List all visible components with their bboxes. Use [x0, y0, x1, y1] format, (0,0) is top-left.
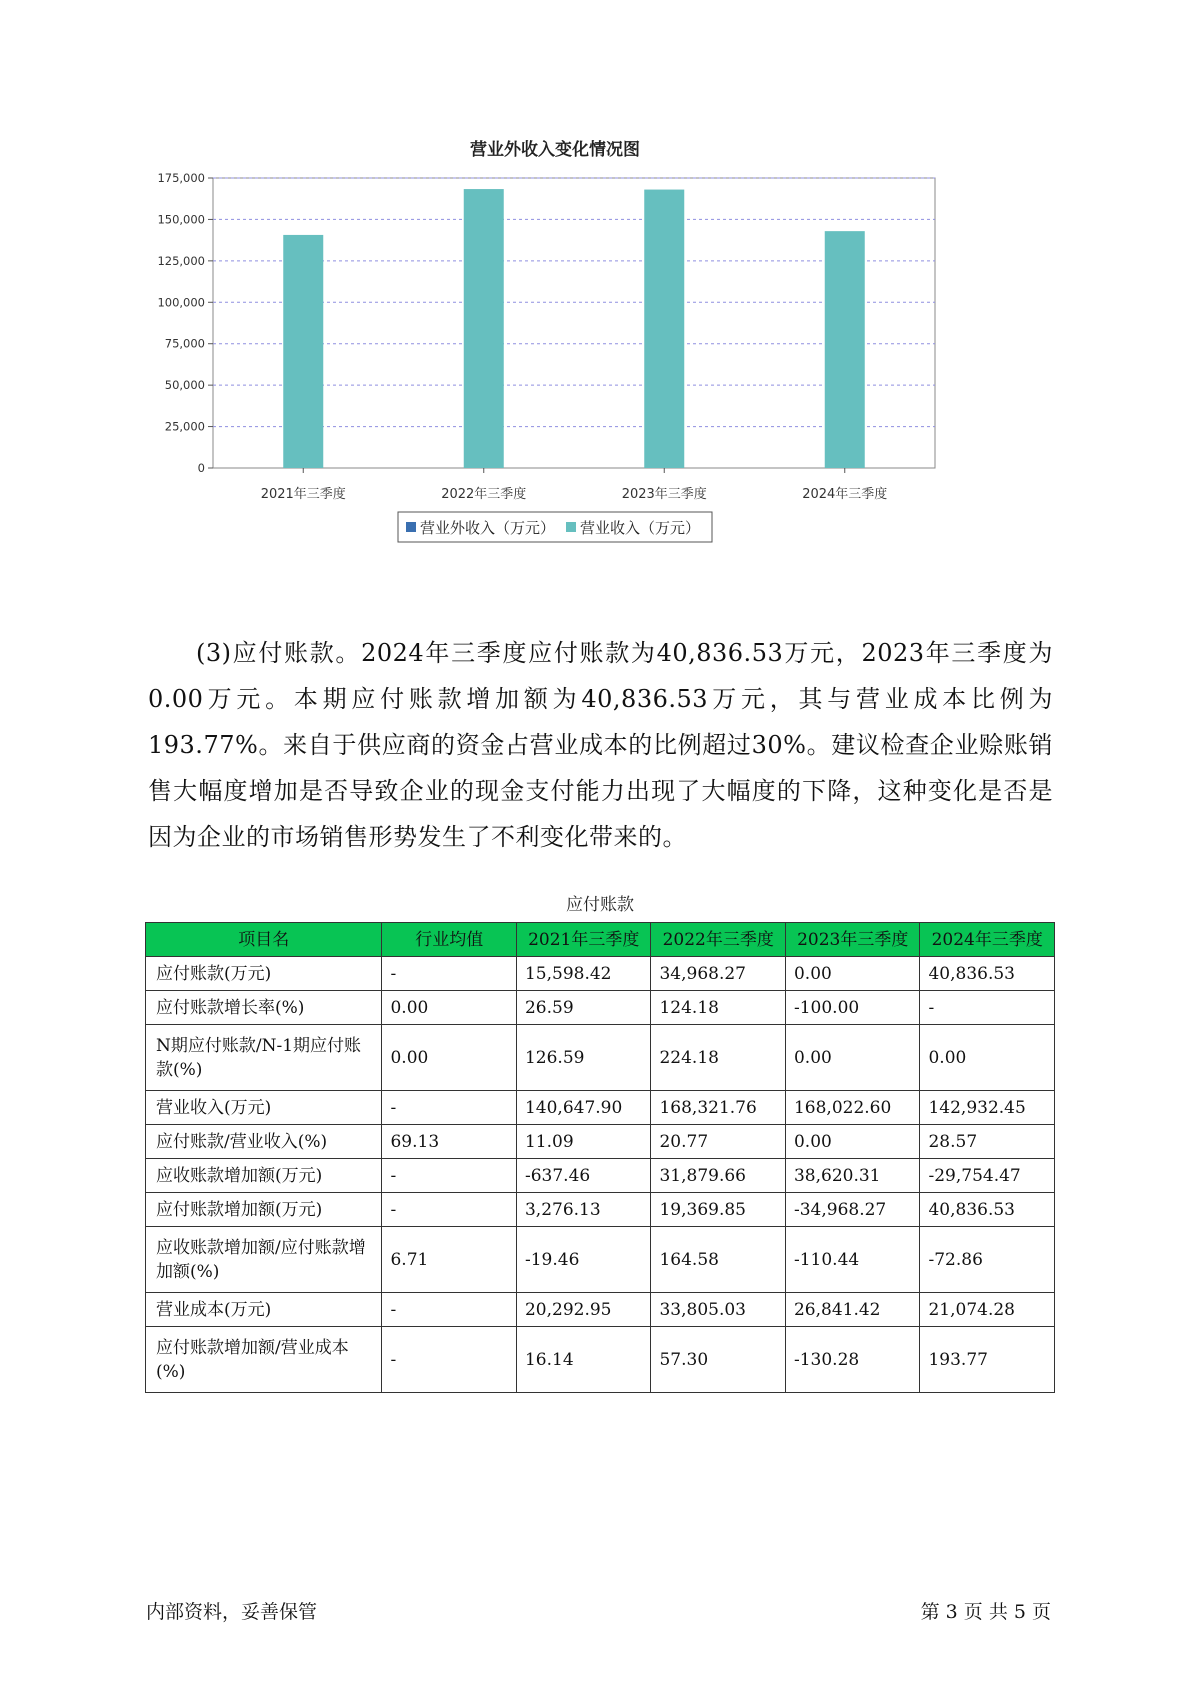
table-cell: 26.59	[516, 991, 651, 1025]
table-cell: 0.00	[785, 957, 920, 991]
chart-svg	[150, 140, 1050, 600]
row-label: 营业成本(万元)	[146, 1293, 382, 1327]
bar	[464, 189, 504, 468]
table-cell: -	[382, 957, 517, 991]
table-cell: 0.00	[382, 991, 517, 1025]
table-cell: 0.00	[382, 1025, 517, 1091]
table-cell: -110.44	[785, 1227, 920, 1293]
y-tick-label: 50,000	[164, 378, 205, 393]
table-cell: 16.14	[516, 1327, 651, 1393]
row-label: 应付账款(万元)	[146, 957, 382, 991]
accounts-payable-table	[145, 922, 1055, 1393]
x-tick-label: 2022年三季度	[441, 487, 527, 502]
table-row	[146, 1193, 1055, 1227]
table-cell: 193.77	[920, 1327, 1055, 1393]
legend-swatch	[406, 522, 416, 532]
header-2024q3: 2024年三季度	[920, 923, 1055, 957]
table-cell: -130.28	[785, 1327, 920, 1393]
table-cell: 20,292.95	[516, 1293, 651, 1327]
header-industry-avg: 行业均值	[382, 923, 517, 957]
table-cell: 38,620.31	[785, 1159, 920, 1193]
chart-title: 营业外收入变化情况图	[470, 140, 640, 160]
table-row	[146, 991, 1055, 1025]
table-cell: 140,647.90	[516, 1091, 651, 1125]
header-item: 项目名	[146, 923, 382, 957]
row-label: N期应付账款/N-1期应付账款(%)	[146, 1025, 382, 1091]
table-cell: 40,836.53	[920, 1193, 1055, 1227]
table-cell: 6.71	[382, 1227, 517, 1293]
table-cell: 33,805.03	[651, 1293, 786, 1327]
x-tick-label: 2024年三季度	[802, 487, 888, 502]
header-2023q3: 2023年三季度	[785, 923, 920, 957]
table-cell: -637.46	[516, 1159, 651, 1193]
row-label: 应付账款增加额/营业成本(%)	[146, 1327, 382, 1393]
table-body	[146, 957, 1055, 1393]
row-label: 应收账款增加额(万元)	[146, 1159, 382, 1193]
y-tick-label: 175,000	[157, 171, 205, 185]
table-cell: -	[382, 1159, 517, 1193]
row-label: 应收账款增加额/应付账款增加额(%)	[146, 1227, 382, 1293]
bar	[644, 190, 684, 468]
table-cell: 19,369.85	[651, 1193, 786, 1227]
x-tick-label: 2023年三季度	[621, 487, 707, 502]
table-cell: 26,841.42	[785, 1293, 920, 1327]
legend-swatch	[566, 522, 576, 532]
x-tick-label: 2021年三季度	[260, 487, 346, 502]
bar	[283, 235, 323, 468]
table-cell: -	[920, 991, 1055, 1025]
row-label: 应付账款/营业收入(%)	[146, 1125, 382, 1159]
table-row	[146, 1227, 1055, 1293]
y-tick-label: 75,000	[164, 336, 205, 351]
table-cell: 20.77	[651, 1125, 786, 1159]
table-cell: -	[382, 1091, 517, 1125]
revenue-bar-chart	[150, 140, 1050, 600]
table-cell: 168,321.76	[651, 1091, 786, 1125]
table-cell: 34,968.27	[651, 957, 786, 991]
legend-label: 营业外收入（万元）	[420, 519, 556, 537]
table-cell: -72.86	[920, 1227, 1055, 1293]
table-cell: 31,879.66	[651, 1159, 786, 1193]
table-cell: -19.46	[516, 1227, 651, 1293]
table-row	[146, 1327, 1055, 1393]
table-row	[146, 1293, 1055, 1327]
table-cell: 28.57	[920, 1125, 1055, 1159]
y-tick-label: 100,000	[157, 295, 205, 310]
y-tick-label: 25,000	[164, 419, 205, 434]
table-row	[146, 1091, 1055, 1125]
table-cell: -	[382, 1193, 517, 1227]
table-cell: 168,022.60	[785, 1091, 920, 1125]
table-cell: 142,932.45	[920, 1091, 1055, 1125]
y-tick-label: 0	[197, 461, 205, 475]
table-cell: 3,276.13	[516, 1193, 651, 1227]
bar	[825, 231, 865, 468]
table-cell: 15,598.42	[516, 957, 651, 991]
row-label: 应付账款增加额(万元)	[146, 1193, 382, 1227]
legend-label: 营业收入（万元）	[580, 519, 701, 537]
table-cell: 69.13	[382, 1125, 517, 1159]
table-row	[146, 957, 1055, 991]
table-cell: 164.58	[651, 1227, 786, 1293]
table-row	[146, 1159, 1055, 1193]
table-cell: 57.30	[651, 1327, 786, 1393]
footer-confidential-note: 内部资料，妥善保管	[146, 1601, 318, 1623]
table-cell: 40,836.53	[920, 957, 1055, 991]
table-cell: 0.00	[785, 1025, 920, 1091]
table-cell: -34,968.27	[785, 1193, 920, 1227]
table-caption: 应付账款	[566, 895, 634, 915]
row-label: 营业收入(万元)	[146, 1091, 382, 1125]
table-header-row	[146, 923, 1055, 957]
table-cell: -100.00	[785, 991, 920, 1025]
table-cell: -	[382, 1293, 517, 1327]
table-cell: -	[382, 1327, 517, 1393]
table-cell: -29,754.47	[920, 1159, 1055, 1193]
y-tick-label: 125,000	[157, 253, 205, 268]
table-cell: 224.18	[651, 1025, 786, 1091]
table-cell: 126.59	[516, 1025, 651, 1091]
header-2021q3: 2021年三季度	[516, 923, 651, 957]
table-cell: 124.18	[651, 991, 786, 1025]
table-cell: 21,074.28	[920, 1293, 1055, 1327]
table-row	[146, 1025, 1055, 1091]
table-cell: 0.00	[785, 1125, 920, 1159]
table-cell: 0.00	[920, 1025, 1055, 1091]
table-row	[146, 1125, 1055, 1159]
y-tick-label: 150,000	[157, 212, 205, 227]
row-label: 应付账款增长率(%)	[146, 991, 382, 1025]
analysis-paragraph: (3)应付账款。2024年三季度应付账款为40,836.53万元，2023年三季度为0.00万元。本期应付账款增加额为40,836.53万元，其与营业成本比例为193.77%。来自于供应商的资金占营业成本的比例超过30%。建议检查企业赊账销售大幅度增加是否导致企业的现金支付能力出现了大幅度的下降，这种变化是否是因为企业的市场销售形势发生了不利变化带来的。	[148, 639, 1053, 851]
header-2022q3: 2022年三季度	[651, 923, 786, 957]
footer-page-number: 第 3 页 共 5 页	[920, 1601, 1051, 1623]
table-cell: 11.09	[516, 1125, 651, 1159]
